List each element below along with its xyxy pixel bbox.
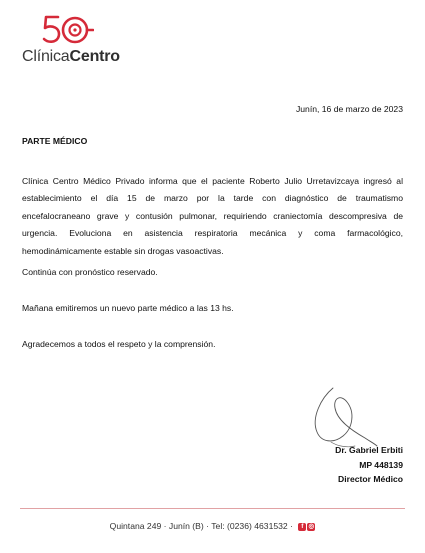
paragraph-diagnosis bbox=[22, 173, 403, 260]
paragraph-prognosis: Continúa con pronóstico reservado. bbox=[22, 267, 158, 277]
paragraph-line: hemodinámicamente estable sin drogas vasoactivas. bbox=[22, 245, 224, 256]
paragraph-line: urgencia. Evoluciona en asistencia respiratoria mecánica y coma farmacológico, bbox=[22, 228, 403, 239]
logo-wordmark bbox=[22, 48, 120, 66]
signatory-role: Director Médico bbox=[338, 474, 403, 484]
facebook-icon[interactable]: f bbox=[298, 523, 306, 531]
footer-address: Quintana 249 · Junín (B) · Tel: (0236) 4631532 · bbox=[109, 521, 293, 531]
paragraph-line: encefalocraneano grave y contusión pulmonar, requiriendo craniectomía descompresiva de bbox=[22, 210, 403, 221]
social-icons bbox=[297, 522, 315, 532]
clinica-centro-logo bbox=[22, 14, 122, 70]
signatory-license: MP 448139 bbox=[359, 459, 403, 470]
paragraph-line: Clínica Centro Médico Privado informa que el paciente Roberto Julio Urretavizcaya ingresó al bbox=[22, 176, 403, 186]
logo-name-bold: Centro bbox=[69, 48, 120, 65]
footer-divider bbox=[20, 508, 405, 509]
signature-block bbox=[335, 443, 403, 487]
paragraph-next-report: Mañana emitiremos un nuevo parte médico a las 13 hs. bbox=[22, 303, 234, 313]
document-date: Junín, 16 de marzo de 2023 bbox=[295, 104, 403, 114]
logo-name-light: Clínica bbox=[22, 48, 70, 65]
instagram-icon[interactable]: ◎ bbox=[308, 523, 315, 531]
signatory-name: Dr. Gabriel Erbiti bbox=[335, 445, 403, 455]
paragraph-thanks: Agradecemos a todos el respeto y la comprensión. bbox=[22, 339, 216, 349]
logo-50-mark bbox=[42, 14, 94, 46]
footer bbox=[0, 521, 425, 532]
document-title: PARTE MÉDICO bbox=[22, 136, 88, 146]
handwritten-signature bbox=[303, 378, 383, 453]
paragraph-line: establecimiento el día 15 de marzo por la tarde con diagnóstico de traumatismo bbox=[22, 193, 403, 204]
